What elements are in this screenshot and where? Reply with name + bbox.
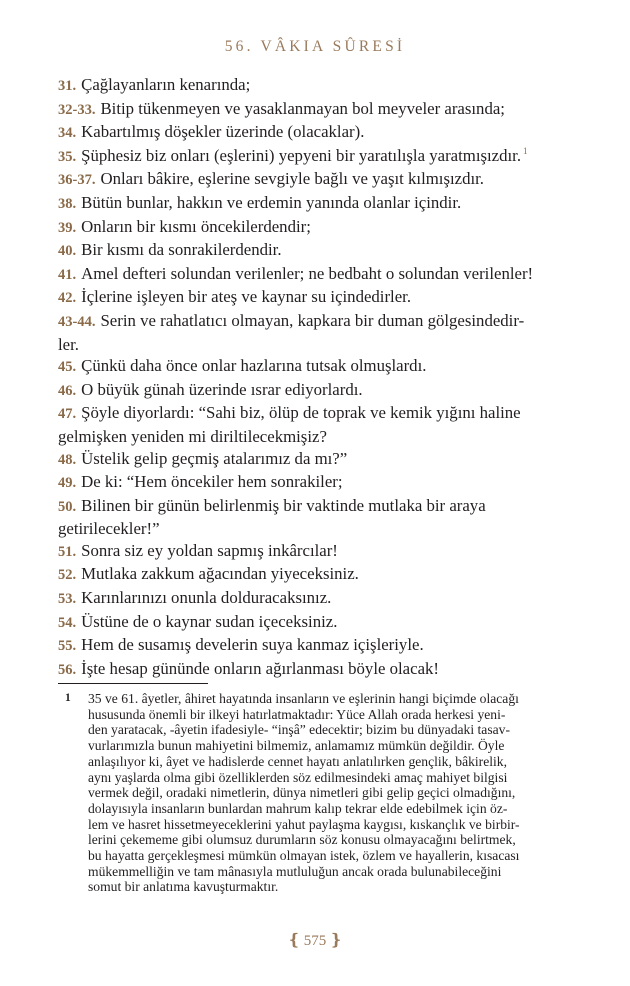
- verse-number: 40.: [58, 243, 77, 260]
- verse-56: [58, 658, 555, 682]
- verse-text: Onların bir kısmı öncekilerdendir;: [81, 216, 311, 236]
- footnote-line: lerini çekememe gibi olumsuz durumların söz konusu olmayacağını belirtmek,: [88, 832, 516, 848]
- page-number: 575: [303, 933, 327, 949]
- verse-number: 51.: [58, 543, 77, 560]
- verse-number: 47.: [58, 406, 77, 423]
- footnote-line: bu hayatta gerçekleşmesi mümkün olmayan istek, özlem ve hayallerin, kısacası: [88, 848, 520, 864]
- verse-number: 41.: [58, 266, 77, 283]
- verse-text: Üstüne de o kaynar sudan içeceksiniz.: [81, 611, 338, 631]
- verse-number: 34.: [58, 125, 77, 142]
- verse-text: Bütün bunlar, hakkın ve erdemin yanında olanlar içindir.: [81, 192, 462, 212]
- verse-text: Hem de susamış develerin suya kanmaz içişleriyle.: [81, 635, 424, 655]
- footnote-line: hususunda önemli bir ilkeyi hatırlatmaktadır: Yüce Allah orada herkesi yeni-: [88, 706, 506, 722]
- verse-text: Karınlarınızı onunla dolduracaksınız.: [81, 588, 332, 608]
- verse-text: Serin ve rahatlatıcı olmayan, kapkara bir duman gölgesindedir-: [100, 310, 525, 330]
- page-number-footer: [0, 930, 630, 950]
- verse-text: Çünkü daha önce onlar hazlarına tutsak olmuşlardı.: [81, 356, 427, 376]
- verse-number: 39.: [58, 219, 77, 236]
- verse-text: İçlerine işleyen bir ateş ve kaynar su içindedirler.: [81, 287, 412, 307]
- verse-49: [58, 471, 555, 495]
- verse-text: Üstelik gelip geçmiş atalarımız da mı?”: [81, 448, 348, 468]
- verse-list: [58, 74, 555, 681]
- verse-number: 46.: [58, 382, 77, 399]
- verse-number: 49.: [58, 475, 77, 492]
- verse-45: [58, 355, 555, 379]
- verse-number: 36-37.: [58, 172, 96, 189]
- verse-number: 42.: [58, 290, 77, 307]
- footnote-line: 35 ve 61. âyetler, âhiret hayatında insanların ve eşlerinin hangi biçimde olacağı: [88, 691, 519, 706]
- surah-header: 56. VÂKIA SÛRESİ: [224, 38, 406, 55]
- verse-43-44: [58, 310, 555, 355]
- footnote-line: den yaratacak, -âyetin ifadesiyle- “inşâ” edecektir; bizim bu dünyadaki tasav-: [88, 722, 510, 738]
- verse-54: [58, 611, 555, 635]
- verse-39: [58, 216, 555, 240]
- verse-38: [58, 192, 555, 216]
- footnote-text: [88, 691, 555, 895]
- verse-text: De ki: “Hem öncekiler hem sonrakiler;: [81, 472, 343, 492]
- verse-35: [58, 145, 555, 169]
- verse-34: [58, 121, 555, 145]
- verse-number: 32-33.: [58, 101, 96, 118]
- verse-41: [58, 263, 555, 287]
- verse-47: [58, 402, 555, 447]
- verse-text-continued: ler.: [58, 334, 79, 354]
- verse-number: 50.: [58, 498, 77, 515]
- verse-40: [58, 239, 555, 263]
- verse-52: [58, 563, 555, 587]
- verse-text: O büyük günah üzerinde ısrar ediyorlardı.: [81, 379, 363, 399]
- verse-number: 54.: [58, 614, 77, 631]
- verse-number: 38.: [58, 195, 77, 212]
- verse-text: Çağlayanların kenarında;: [81, 75, 251, 94]
- verse-number: 55.: [58, 638, 77, 655]
- footnote-mark: 1: [65, 692, 71, 704]
- verse-text: Bitip tükenmeyen ve yasaklanmayan bol meyveler arasında;: [100, 98, 505, 118]
- right-ornament-icon: ❵: [329, 932, 343, 949]
- verse-number: 53.: [58, 591, 77, 608]
- verse-text: Amel defteri solundan verilenler; ne bedbaht o solundan verilenler!: [81, 263, 534, 283]
- verse-text: Onları bâkire, eşlerine sevgiyle bağlı ve yaşıt kılmışızdır.: [100, 169, 485, 189]
- verse-number: 31.: [58, 78, 77, 94]
- verse-48: [58, 448, 555, 472]
- verse-51: [58, 540, 555, 564]
- footnote-line: aynı yaşlarda olma gibi özelliklerden söz edilmesindeki amaç mahiyet bilgisi: [88, 769, 508, 785]
- verse-text: Bilinen bir günün belirlenmiş bir vaktinde mutlaka bir araya: [81, 495, 486, 515]
- verse-text-continued: gelmişken yeniden mi diriltilecekmişiz?: [58, 426, 327, 446]
- left-ornament-icon: ❴: [287, 932, 301, 949]
- verse-text-continued: getirilecekler!”: [58, 519, 160, 539]
- verse-number: 48.: [58, 451, 77, 468]
- footnote-divider: [58, 683, 208, 684]
- verse-number: 56.: [58, 661, 77, 678]
- verse-text: Şüphesiz biz onları (eşlerini) yepyeni bir yaratılışla yaratmışızdır.: [81, 145, 522, 165]
- footnote-line: vermek değil, oradaki nimetlerin, dünya nimetleri gibi gelip geçici olmadığını,: [88, 785, 516, 801]
- footnote: [58, 691, 555, 895]
- verse-50: [58, 495, 555, 540]
- footnote-line: dolayısıyla insanların bunlardan mahrum kalıp tekrar elde edebilmek için öz-: [88, 800, 508, 816]
- verse-number: 43-44.: [58, 313, 96, 330]
- verse-53: [58, 587, 555, 611]
- verse-text: Mutlaka zakkum ağacından yiyeceksiniz.: [81, 564, 359, 584]
- verse-42: [58, 286, 555, 310]
- footnote-line: mükemmelliğin ve tam mânasıyla mutluluğun ancak orada bulunabileceğini: [88, 863, 502, 879]
- verse-text: Şöyle diyorlardı: “Sahi biz, ölüp de toprak ve kemik yığını haline: [81, 403, 521, 423]
- verse-32-33: [58, 98, 555, 122]
- verse-text: Sonra siz ey yoldan sapmış inkârcılar!: [81, 540, 338, 560]
- verse-number: 45.: [58, 359, 77, 376]
- footnote-line: anlaşılıyor ki, âyet ve hadislerde cennet hayatı anlatılırken gençlik, bâkirelik,: [88, 753, 507, 769]
- verse-36-37: [58, 168, 555, 192]
- footnote-line: lem ve hasret hissetmeyeceklerini yahut paylaşma kaygısı, kıskançlık ve birbir-: [88, 816, 520, 832]
- verse-text: İşte hesap gününde onların ağırlanması böyle olacak!: [81, 658, 440, 678]
- footnote-line: vurlarımızla bunun mahiyetini bilmemiz, anlamamız mümkün değildir. Öyle: [88, 738, 505, 754]
- verse-46: [58, 379, 555, 403]
- verse-number: 35.: [58, 148, 77, 165]
- verse-31: [58, 74, 555, 98]
- verse-number: 52.: [58, 567, 77, 584]
- footnote-reference[interactable]: 1: [523, 146, 528, 157]
- verse-text: Bir kısmı da sonrakilerdendir.: [81, 240, 282, 260]
- verse-55: [58, 634, 555, 658]
- footnote-line: somut bir anlatıma kavuşturmaktır.: [88, 879, 279, 895]
- verse-text: Kabartılmış döşekler üzerinde (olacaklar).: [81, 122, 365, 142]
